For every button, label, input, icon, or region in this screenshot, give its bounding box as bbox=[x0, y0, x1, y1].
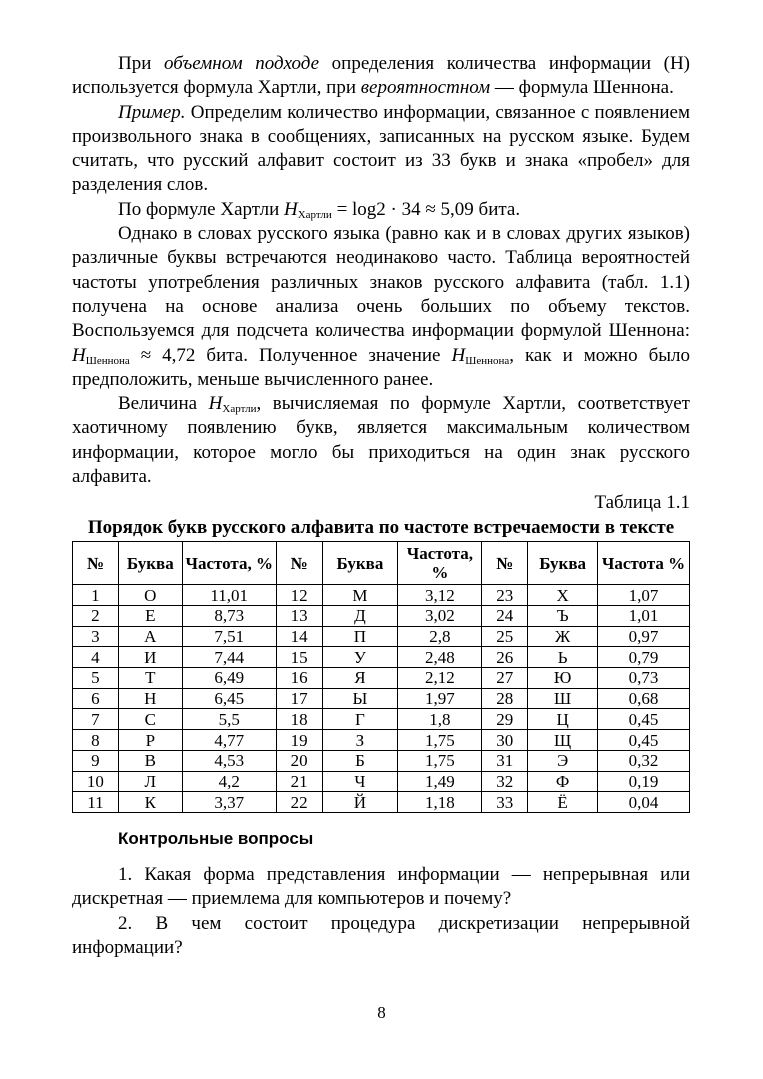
table-cell: 33 bbox=[482, 792, 528, 813]
table-cell: Д bbox=[322, 606, 398, 627]
table-cell: 7,51 bbox=[182, 626, 276, 647]
table-cell: 3,02 bbox=[398, 606, 482, 627]
table-cell: Э bbox=[528, 750, 598, 771]
table-cell: 0,79 bbox=[598, 647, 690, 668]
table-label: Таблица 1.1 bbox=[594, 492, 690, 514]
symbol-h: H bbox=[283, 198, 298, 220]
table-cell: 32 bbox=[482, 771, 528, 792]
subscript: Шеннона bbox=[465, 354, 510, 367]
table-cell: 12 bbox=[276, 585, 322, 606]
table-cell: 6,49 bbox=[182, 668, 276, 689]
paragraph-shannon bbox=[72, 222, 690, 392]
table-row bbox=[73, 668, 690, 689]
table-cell: 14 bbox=[276, 626, 322, 647]
table-cell: 15 bbox=[276, 647, 322, 668]
paragraph-hartley-max bbox=[72, 392, 690, 489]
table-cell: 1,97 bbox=[398, 688, 482, 709]
table-cell: Г bbox=[322, 709, 398, 730]
table-cell: 25 bbox=[482, 626, 528, 647]
table-cell: Я bbox=[322, 668, 398, 689]
table-cell: 22 bbox=[276, 792, 322, 813]
table-cell: Т bbox=[118, 668, 182, 689]
table-cell: 26 bbox=[482, 647, 528, 668]
table-cell: 0,73 bbox=[598, 668, 690, 689]
header-cell: Частота % bbox=[598, 542, 690, 585]
table-cell: 2,48 bbox=[398, 647, 482, 668]
table-row bbox=[73, 606, 690, 627]
table-cell: 30 bbox=[482, 730, 528, 751]
header-cell: Частота, % bbox=[398, 542, 482, 585]
header-cell: Частота, % bbox=[182, 542, 276, 585]
table-cell: 8 bbox=[73, 730, 119, 751]
table-cell: 4,2 bbox=[182, 771, 276, 792]
table-cell: 17 bbox=[276, 688, 322, 709]
table-row bbox=[73, 792, 690, 813]
text: , вычисляемая по формуле Хартли, соответствует хаотичному появлению букв, является максимальным количеством информации, которое могло бы приходиться на один знак русского алфавита. bbox=[72, 393, 690, 488]
table-cell: Л bbox=[118, 771, 182, 792]
table-cell: Ш bbox=[528, 688, 598, 709]
table-cell: 2,8 bbox=[398, 626, 482, 647]
table-cell: В bbox=[118, 750, 182, 771]
subscript: Хартли bbox=[222, 403, 257, 416]
symbol-h: H bbox=[451, 344, 466, 366]
page-number: 8 bbox=[377, 1003, 386, 1022]
table-cell: 18 bbox=[276, 709, 322, 730]
text: определения количества информации (H) используется формула Хартли, при bbox=[72, 53, 690, 99]
subscript: Хартли bbox=[297, 208, 332, 221]
table-cell: 1,07 bbox=[598, 585, 690, 606]
table-cell: 0,19 bbox=[598, 771, 690, 792]
paragraph-hartley-formula bbox=[72, 198, 690, 222]
text: — формула Шеннона. bbox=[490, 77, 674, 99]
table-cell: 20 bbox=[276, 750, 322, 771]
table-cell: Ю bbox=[528, 668, 598, 689]
table-cell: Ч bbox=[322, 771, 398, 792]
table-cell: 9 bbox=[73, 750, 119, 771]
table-cell: Р bbox=[118, 730, 182, 751]
table-cell: 2,12 bbox=[398, 668, 482, 689]
table-cell: И bbox=[118, 647, 182, 668]
table-cell: 1,01 bbox=[598, 606, 690, 627]
table-cell: 7,44 bbox=[182, 647, 276, 668]
table-cell: 0,68 bbox=[598, 688, 690, 709]
table-cell: 28 bbox=[482, 688, 528, 709]
symbol-h: H bbox=[208, 393, 223, 415]
table-cell: Ъ bbox=[528, 606, 598, 627]
header-cell: № bbox=[482, 542, 528, 585]
table-cell: А bbox=[118, 626, 182, 647]
table-cell: 27 bbox=[482, 668, 528, 689]
header-cell: Буква bbox=[322, 542, 398, 585]
table-cell: 4,53 bbox=[182, 750, 276, 771]
table-cell: Н bbox=[118, 688, 182, 709]
table-cell: 31 bbox=[482, 750, 528, 771]
table-row bbox=[73, 709, 690, 730]
table-cell: Ы bbox=[322, 688, 398, 709]
header-cell: Буква bbox=[118, 542, 182, 585]
symbol-h: H bbox=[72, 344, 86, 366]
table-row bbox=[73, 688, 690, 709]
table-cell: 0,97 bbox=[598, 626, 690, 647]
table-cell: 11 bbox=[73, 792, 119, 813]
table-cell: Й bbox=[322, 792, 398, 813]
questions-list bbox=[72, 863, 690, 960]
text: Определим количество информации, связанное с появлением произвольного знака в сообщениях, записанных на русском языке. Будем считать, что русский алфавит состоит из 33 букв и знака «пробел» для разделения слов. bbox=[72, 101, 690, 196]
text: Величина bbox=[118, 393, 209, 415]
table-cell: 3,37 bbox=[182, 792, 276, 813]
table-row bbox=[73, 730, 690, 751]
table-cell: 10 bbox=[73, 771, 119, 792]
table-body bbox=[73, 585, 690, 813]
table-cell: 0,32 bbox=[598, 750, 690, 771]
table-cell: Е bbox=[118, 606, 182, 627]
table-cell: 0,04 bbox=[598, 792, 690, 813]
table-cell: 0,45 bbox=[598, 730, 690, 751]
table-cell: Х bbox=[528, 585, 598, 606]
table-cell: К bbox=[118, 792, 182, 813]
table-cell: 16 bbox=[276, 668, 322, 689]
table-header-row bbox=[73, 542, 690, 585]
table-row bbox=[73, 771, 690, 792]
table-cell: П bbox=[322, 626, 398, 647]
table-cell: Ж bbox=[528, 626, 598, 647]
table-row bbox=[73, 750, 690, 771]
table-cell: 4,77 bbox=[182, 730, 276, 751]
question-2: 2. В чем состоит процедура дискретизации непрерывной информации? bbox=[72, 912, 690, 958]
table-cell: 23 bbox=[482, 585, 528, 606]
text: При bbox=[118, 53, 164, 74]
table-cell: Ф bbox=[528, 771, 598, 792]
table-cell: 5 bbox=[73, 668, 119, 689]
table-cell: Ь bbox=[528, 647, 598, 668]
text: , как и можно было предположить, меньше вычисленного ранее. bbox=[72, 344, 690, 390]
table-cell: 1,75 bbox=[398, 750, 482, 771]
page-content bbox=[72, 52, 690, 960]
table-cell: 1,75 bbox=[398, 730, 482, 751]
table-cell: О bbox=[118, 585, 182, 606]
header-cell: № bbox=[276, 542, 322, 585]
table-row bbox=[73, 647, 690, 668]
table-cell: 6,45 bbox=[182, 688, 276, 709]
table-cell: Щ bbox=[528, 730, 598, 751]
table-cell: 29 bbox=[482, 709, 528, 730]
italic-term: вероятностном bbox=[360, 77, 491, 99]
table-cell: Б bbox=[322, 750, 398, 771]
table-row bbox=[73, 626, 690, 647]
table-cell: 3 bbox=[73, 626, 119, 647]
table-cell: 3,12 bbox=[398, 585, 482, 606]
table-cell: 19 bbox=[276, 730, 322, 751]
paragraph-example bbox=[72, 101, 690, 198]
paragraph-approaches bbox=[72, 52, 690, 101]
table-cell: 1,49 bbox=[398, 771, 482, 792]
table-cell: С bbox=[118, 709, 182, 730]
table-cell: 6 bbox=[73, 688, 119, 709]
table-cell: 8,73 bbox=[182, 606, 276, 627]
question-1: 1. Какая форма представления информации — непрерывная или дискретная — приемлема для компьютеров и почему? bbox=[72, 863, 690, 910]
header-cell: Буква bbox=[528, 542, 598, 585]
subscript: Шеннона bbox=[85, 354, 130, 367]
table-cell: З bbox=[322, 730, 398, 751]
table-cell: Ё bbox=[528, 792, 598, 813]
table-cell: 4 bbox=[73, 647, 119, 668]
header-cell: № bbox=[73, 542, 119, 585]
table-cell: 1 bbox=[73, 585, 119, 606]
table-cell: 11,01 bbox=[182, 585, 276, 606]
table-cell: 5,5 bbox=[182, 709, 276, 730]
table-cell: 21 bbox=[276, 771, 322, 792]
text: По формуле Хартли bbox=[118, 198, 284, 220]
table-cell: 1,8 bbox=[398, 709, 482, 730]
table-cell: М bbox=[322, 585, 398, 606]
text: Однако в словах русского языка (равно как и в словах других языков) различные буквы встречаются неодинаково часто. Таблица вероятностей частоты употребления различных знаков русского алфавита (табл. 1.1) получена на основе анализа очень больших по объему текстов. Воспользуемся для подсчета количества информации формулой Шеннона: bbox=[72, 223, 690, 342]
table-cell: У bbox=[322, 647, 398, 668]
table-cell: 1,18 bbox=[398, 792, 482, 813]
text: = log2 · 34 ≈ 5,09 бита. bbox=[331, 198, 521, 220]
table-cell: 24 bbox=[482, 606, 528, 627]
table-cell: 0,45 bbox=[598, 709, 690, 730]
table-row bbox=[73, 585, 690, 606]
section-heading: Контрольные вопросы bbox=[118, 828, 314, 848]
table-cell: 7 bbox=[73, 709, 119, 730]
table-cell: Ц bbox=[528, 709, 598, 730]
frequency-table bbox=[72, 541, 690, 813]
table-cell: 13 bbox=[276, 606, 322, 627]
text: ≈ 4,72 бита. Полученное значение bbox=[129, 344, 452, 366]
italic-term: Пример. bbox=[118, 101, 186, 123]
table-title: Порядок букв русского алфавита по частоте встречаемости в тексте bbox=[87, 517, 675, 539]
italic-term: объемном подходе bbox=[164, 53, 320, 74]
table-cell: 2 bbox=[73, 606, 119, 627]
